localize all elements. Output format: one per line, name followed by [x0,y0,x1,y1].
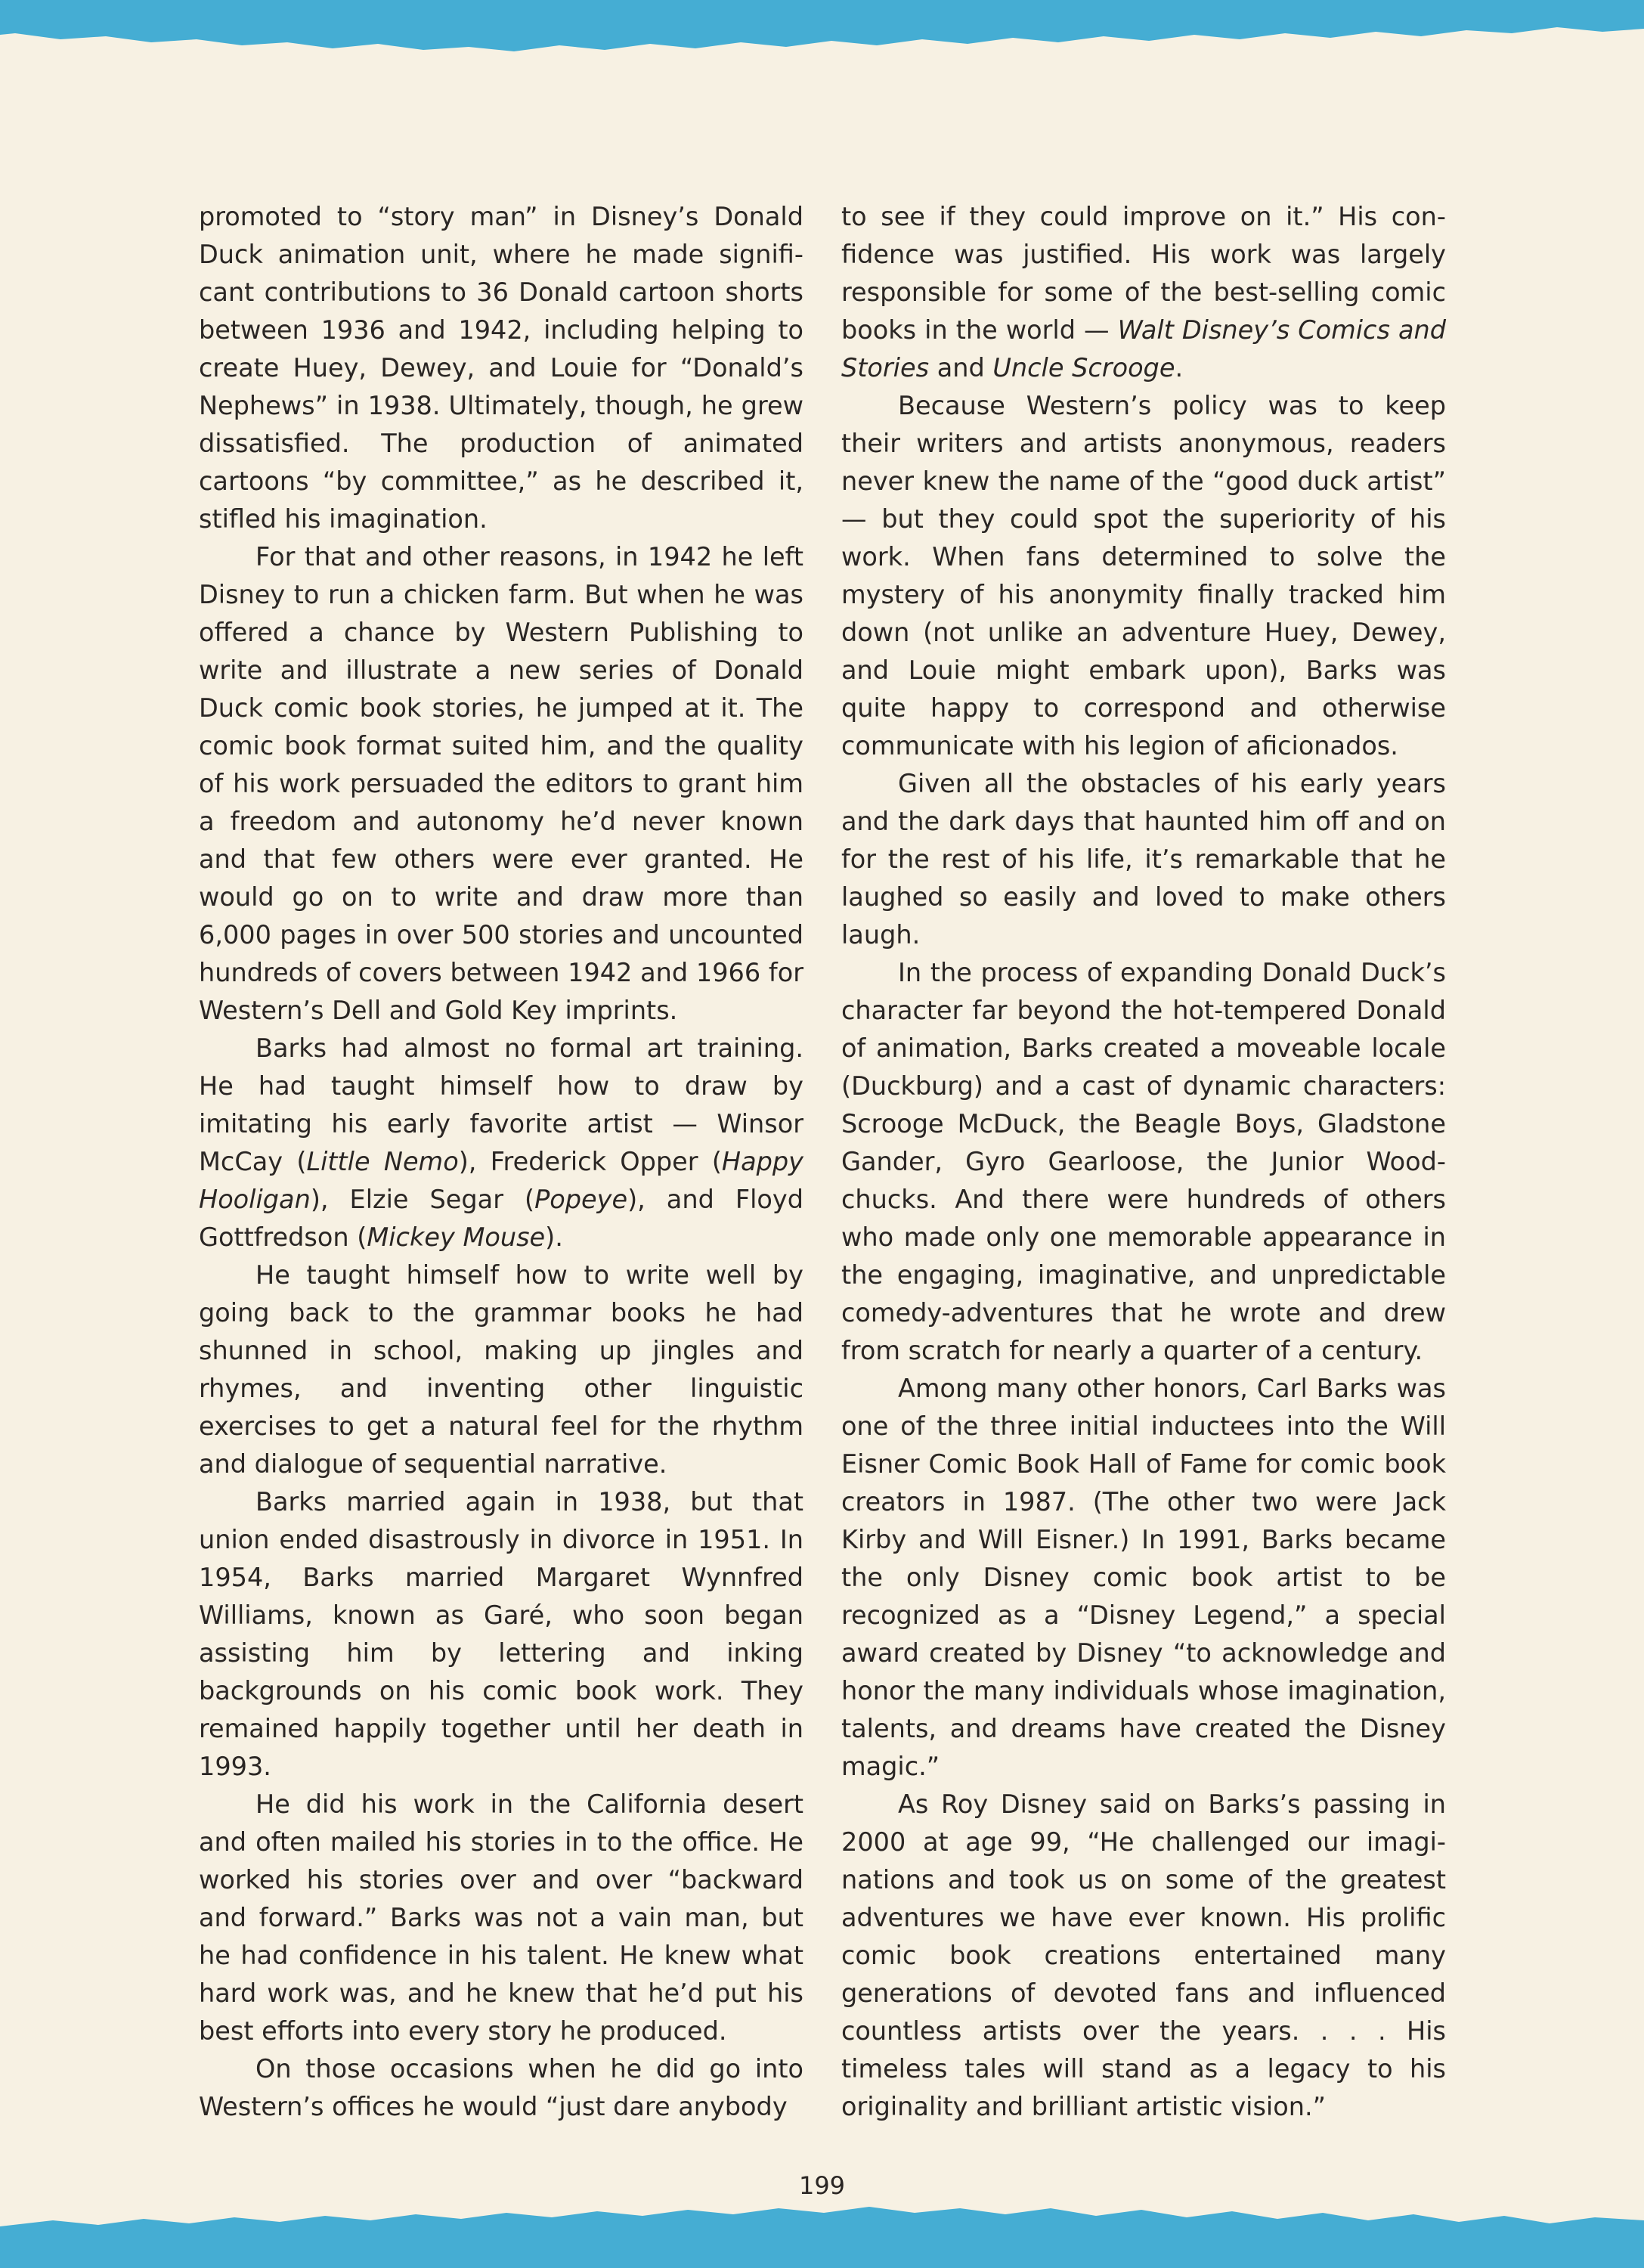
text-run: ), Elzie Segar ( [310,1185,535,1214]
italic-title: Mickey Mouse [367,1222,546,1252]
paragraph: He taught himself how to write well by going back to the grammar books he had shunned in school, making up jingles and rhymes, and inventing other linguistic exercises to get a natural feel for the rhythm and dialogue of sequential narrative. [199,1260,803,1479]
paragraph: promoted to “story man” in Disney’s Donald Duck animation unit, where he made significant contributions to 36 Donald cartoon shorts between 1936 and 1942, including helping to create Huey, Dewey, and Louie for “Donald’s Nephews” in 1938. Ultimately, though, he grew dissatisfied. The production of animated cartoons “by committee,” as he described it, stifled his imagination. [199,202,803,534]
paragraph: Barks married again in 1938, but that union ended disastrously in divorce in 1951. In 1954, Barks married Margaret Wynnfred Williams, known as Garé, who soon began assisting him by lettering and inking backgrounds on his comic book work. They remained happily together until her death in 1993. [199,1487,803,1781]
text-run: and [929,353,993,383]
paragraph [199,1030,803,1256]
left-text-column [199,198,803,2126]
top-border-band [0,0,1644,60]
page-number: 199 [798,2171,846,2200]
text-run: ). [545,1222,563,1252]
paragraph [841,198,1446,387]
right-text-column [841,198,1446,2126]
italic-title: Happy Hooligan [199,1147,803,1214]
text-run: . [1175,353,1184,383]
paragraph: As Roy Disney said on Barks’s passing in 2000 at age 99, “He challenged our imaginations and took us on some of the greatest adventures we have ever known. His prolific comic book creations entertained many generations of devoted fans and influenced countless artists over the years. . . . His timeless tales will stand as a legacy to his originality and brilliant artistic vision.” [841,1789,1446,2121]
text-run: ), Frederick Opper ( [458,1147,722,1176]
paragraph: Given all the obstacles of his early years and the dark days that haunted him off and on for the rest of his life, it’s remarkable that he laughed so easily and loved to make others laugh. [841,769,1446,950]
italic-title: Popeye [534,1185,628,1214]
text-run: ), and Floyd Gottfredson ( [199,1185,803,1252]
paragraph: He did his work in the California desert and often mailed his stories in to the office. He worked his stories over and over “backward and forward.” Barks was not a vain man, but he had confidence in his talent. He knew what hard work was, and he knew that he’d put his best efforts into every story he produced. [199,1789,803,2046]
paragraph: On those occasions when he did go into Western’s offices he would “just dare anybody [199,2054,803,2121]
italic-title: Uncle Scrooge [992,353,1175,383]
paragraph: Because Western’s policy was to keep their writers and artists anonymous, readers never knew the name of the “good duck artist” — but they could spot the superiority of his work. When fans determined to solve the mystery of his anonymity finally tracked him down (not unlike an adventure Huey, Dewey, and Louie might embark upon), Barks was quite happy to correspond and otherwise communicate with his legion of aficionados. [841,391,1446,761]
paragraph: In the process of expanding Donald Duck’s character far beyond the hot-tempered Donald of animation, Barks created a moveable locale (Duckburg) and a cast of dynamic characters: Scrooge McDuck, the Beagle Boys, Gladstone Gander, Gyro Gearloose, the Junior Woodchucks. And there were hundreds of others who made only one memorable appearance in the engaging, imaginative, and unpredictable comedy-adventures that he wrote and drew from scratch for nearly a quarter of a century. [841,958,1446,1365]
italic-title: Walt Disney’s Comics and Stories [841,315,1446,383]
text-run: Barks had almost no formal art training. He had taught himself how to draw by imitating his early favorite artist — Winsor McCay ( [199,1033,803,1176]
paragraph: Among many other honors, Carl Barks was one of the three initial inductees into the Will Eisner Comic Book Hall of Fame for comic book creators in 1987. (The other two were Jack Kirby and Will Eisner.) In 1991, Barks became the only Disney comic book artist to be recognized as a “Disney Legend,” a special award created by Disney “to acknowledge and honor the many individuals whose imagination, talents, and dreams have created the Disney magic.” [841,1374,1446,1781]
text-run: to see if they could improve on it.” His confidence was justified. His work was largely responsible for some of the best-selling comic books in the world — [841,202,1446,345]
italic-title: Little Nemo [306,1147,459,1176]
bottom-border-band [0,2204,1644,2268]
paragraph: For that and other reasons, in 1942 he left Disney to run a chicken farm. But when he was offered a chance by Western Publishing to write and illustrate a new series of Donald Duck comic book stories, he jumped at it. The comic book format suited him, and the quality of his work persuaded the editors to grant him a freedom and autonomy he’d never known and that few others were ever granted. He would go on to write and draw more than 6,000 pages in over 500 stories and uncounted hundreds of covers between 1942 and 1966 for Western’s Dell and Gold Key imprints. [199,542,803,1025]
